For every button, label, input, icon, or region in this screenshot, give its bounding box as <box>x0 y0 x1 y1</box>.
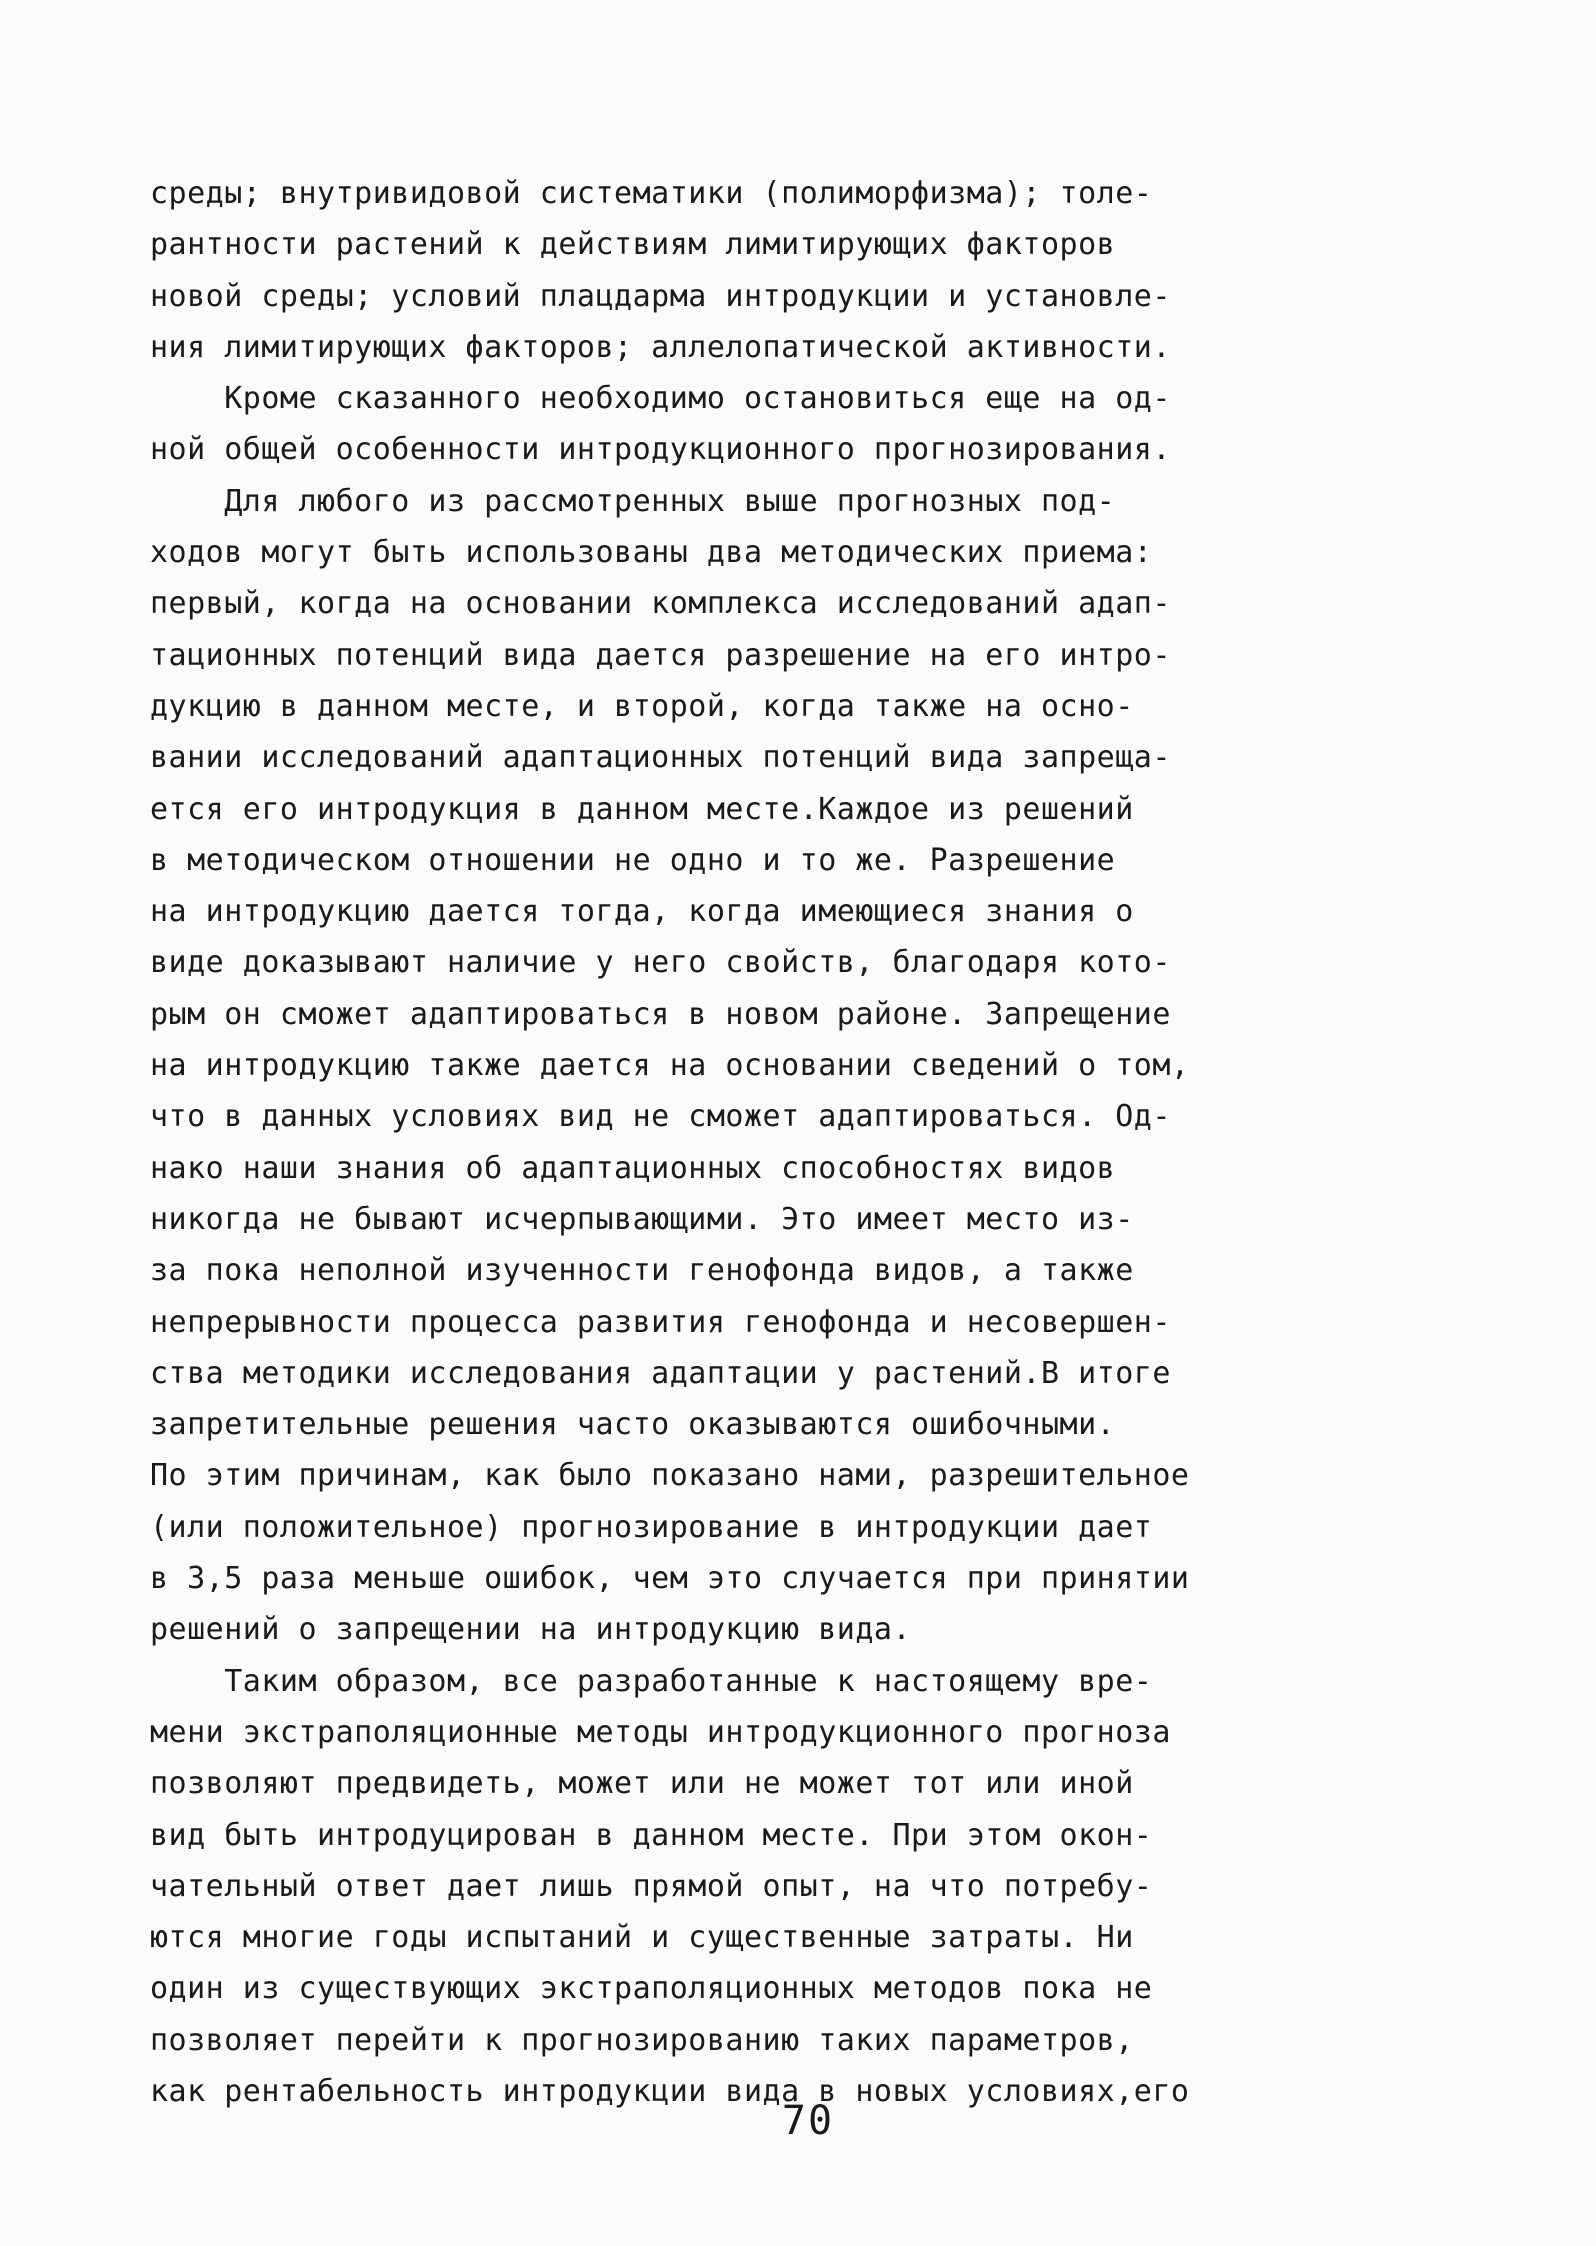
text-line: ния лимитирующих факторов; аллелопатической активности. <box>150 329 1171 365</box>
text-line: (или положительное) прогнозирование в интродукции дает <box>150 1509 1153 1545</box>
text-line: на интродукцию также дается на основании сведений о том, <box>150 1048 1190 1084</box>
text-line: ходов могут быть использованы два методических приема: <box>150 535 1153 571</box>
text-line: первый, когда на основании комплекса исследований адап- <box>150 586 1171 622</box>
text-line: ства методики исследования адаптации у растений.В итоге <box>150 1355 1171 1391</box>
text-line: что в данных условиях вид не сможет адаптироваться. Од- <box>150 1099 1171 1135</box>
text-line: Таким образом, все разработанные к настоящему вре- <box>150 1663 1153 1699</box>
text-line: непрерывности процесса развития генофонда и несовершен- <box>150 1304 1171 1340</box>
text-line: один из существующих экстраполяционных методов пока не <box>150 1971 1153 2007</box>
text-line: рым он сможет адаптироваться в новом районе. Запрещение <box>150 996 1171 1032</box>
text-line: новой среды; условий плацдарма интродукции и установле- <box>150 278 1171 314</box>
text-line: рантности растений к действиям лимитирующих факторов <box>150 227 1116 263</box>
text-line: на интродукцию дается тогда, когда имеющиеся знания о <box>150 894 1134 930</box>
text-line: среды; внутривидовой систематики (полиморфизма); толе- <box>150 176 1153 211</box>
text-line: позволяет перейти к прогнозированию таких параметров, <box>150 2022 1134 2058</box>
text-line: в методическом отношении не одно и то же. Разрешение <box>150 842 1116 878</box>
text-line: Для любого из рассмотренных выше прогнозных под- <box>150 483 1116 519</box>
text-line: за пока неполной изученности генофонда видов, а также <box>150 1253 1134 1289</box>
text-line: никогда не бывают исчерпывающими. Это имеет место из- <box>150 1201 1134 1237</box>
text-line: По этим причинам, как было показано нами, разрешительное <box>150 1458 1190 1494</box>
page-text <box>150 168 1450 2117</box>
text-line: решений о запрещении на интродукцию вида. <box>150 1612 912 1648</box>
text-line: тационных потенций вида дается разрешение на его интро- <box>150 637 1171 673</box>
text-line: как рентабельность интродукции вида в новых условиях,его <box>150 2073 1190 2109</box>
text-line: ной общей особенности интродукционного прогнозирования. <box>150 432 1171 468</box>
text-line: вид быть интродуцирован в данном месте. При этом окон- <box>150 1817 1153 1853</box>
text-line: вании исследований адаптационных потенций вида запреща- <box>150 740 1171 776</box>
text-line: мени экстраполяционные методы интродукционного прогноза <box>150 1714 1171 1750</box>
page-number: 70 <box>781 2098 835 2144</box>
text-line: чательный ответ дает лишь прямой опыт, на что потребу- <box>150 1868 1153 1904</box>
text-line: Кроме сказанного необходимо остановиться еще на од- <box>150 381 1171 417</box>
text-line: ется его интродукция в данном месте.Каждое из решений <box>150 791 1134 827</box>
text-line: виде доказывают наличие у него свойств, благодаря кото- <box>150 945 1171 981</box>
text-line: в 3,5 раза меньше ошибок, чем это случается при принятии <box>150 1561 1190 1597</box>
text-line: нако наши знания об адаптационных способностях видов <box>150 1150 1116 1186</box>
text-line: ются многие годы испытаний и существенные затраты. Ни <box>150 1920 1134 1956</box>
text-line: позволяют предвидеть, может или не может тот или иной <box>150 1766 1134 1802</box>
text-line: дукцию в данном месте, и второй, когда также на осно- <box>150 688 1134 724</box>
text-line: запретительные решения часто оказываются ошибочными. <box>150 1407 1116 1443</box>
